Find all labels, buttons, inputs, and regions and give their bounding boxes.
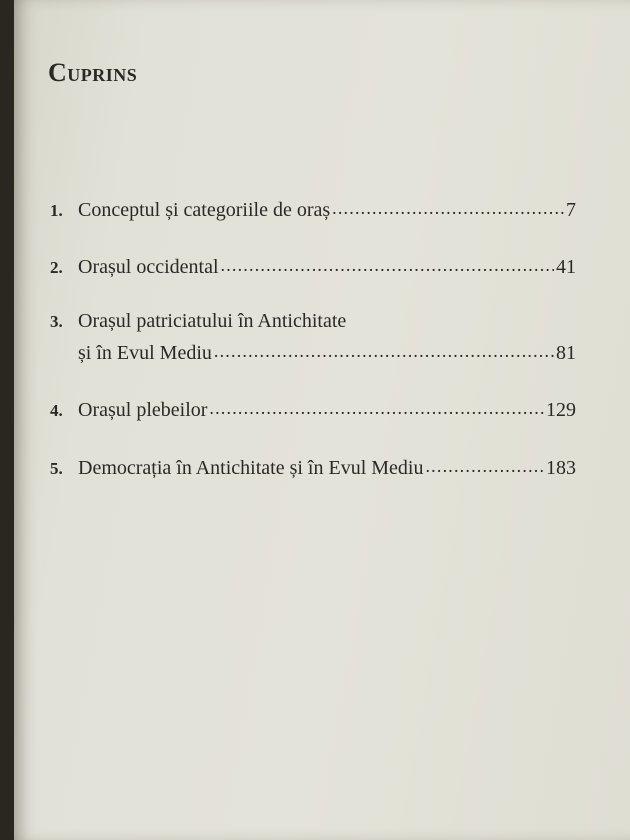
toc-entry-line xyxy=(50,196,576,222)
book-page xyxy=(14,0,630,840)
toc-entry-title-continued: și în Evul Mediu xyxy=(78,342,212,364)
dot-leader xyxy=(214,339,554,359)
dot-leader xyxy=(209,396,544,416)
toc-entry xyxy=(50,454,576,480)
toc-entry-title: Orașul plebeilor xyxy=(78,399,208,421)
toc-entry-number: 5. xyxy=(50,459,63,478)
toc-entry-title: Conceptul și categoriile de oraș xyxy=(78,199,331,221)
toc-entry-line xyxy=(50,310,576,333)
toc-entry-line xyxy=(50,253,576,279)
toc-entry-number: 3. xyxy=(50,312,63,331)
toc-entry-page: 41 xyxy=(556,256,576,278)
toc-entry-number: 2. xyxy=(50,258,63,277)
toc-entry xyxy=(50,196,576,222)
toc-entry xyxy=(50,396,576,422)
toc-entry-page: 129 xyxy=(546,399,576,421)
toc-entry-line xyxy=(50,339,576,365)
toc-entry-line xyxy=(50,396,576,422)
toc-entry xyxy=(50,253,576,279)
page-title: Cuprins xyxy=(48,58,138,87)
toc-entry-title: Orașul occidental xyxy=(78,256,219,278)
toc-entry-page: 183 xyxy=(546,457,576,479)
dot-leader xyxy=(332,196,564,216)
toc-entry-title: Orașul patriciatului în Antichitate xyxy=(78,310,347,332)
toc-entry xyxy=(50,310,576,365)
toc-entry-title: Democrația în Antichitate și în Evul Mediu xyxy=(78,457,424,479)
toc-entry-page: 7 xyxy=(566,199,576,221)
toc-entry-line xyxy=(50,454,576,480)
dot-leader xyxy=(221,253,555,273)
toc-entry-page: 81 xyxy=(556,342,576,364)
toc-entry-number: 1. xyxy=(50,201,63,220)
toc-entry-number: 4. xyxy=(50,401,63,420)
dot-leader xyxy=(425,454,544,474)
